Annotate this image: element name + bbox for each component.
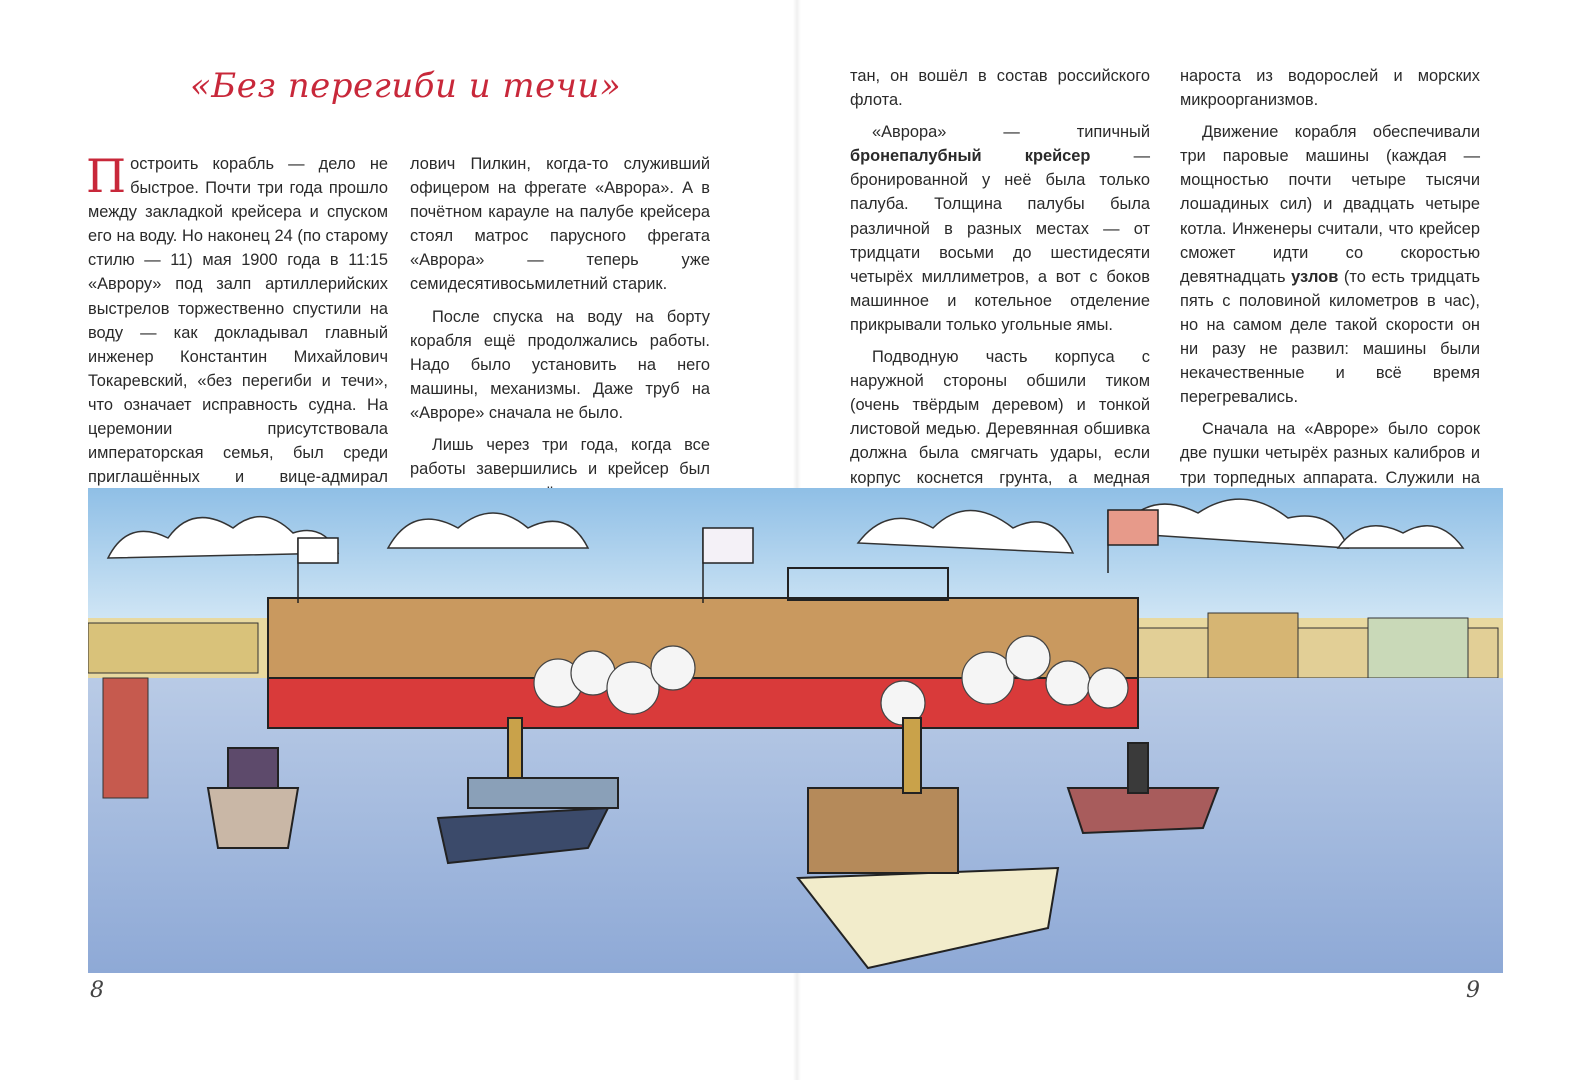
text-column-4 — [1180, 64, 1480, 522]
text-run: (то есть тридцать пять с половиной километров в час), но на самом деле такой скорости он ни разу не развил: машины были некачественные и всё время перегревались. — [1180, 267, 1480, 407]
page-number-right: 9 — [1466, 978, 1480, 1003]
paragraph — [1180, 120, 1480, 409]
paragraph: нароста из водорослей и морских микроорганизмов. — [1180, 67, 1480, 110]
text-column-3 — [850, 64, 1150, 546]
paragraph: Лишь через три года, когда все работы завершились и крейсер был — [410, 436, 710, 479]
paragraph: После спуска на воду на борту корабля ещё продолжались работы. Надо было установить на него машины, механизмы. Даже труб на «Авроре» сначала не было. — [410, 307, 710, 422]
text-column-2 — [410, 152, 710, 513]
page-title: «Без перегиби и течи» — [190, 66, 622, 106]
page-number-left: 8 — [90, 978, 104, 1003]
paragraph: Сначала на «Авроре» было сорок две пушки четырёх разных калибров и три торпедных аппарата. Служили на — [1180, 420, 1480, 487]
drop-cap: П — [86, 149, 127, 203]
term-bold: узлов — [1291, 267, 1339, 286]
text-run: «Аврора» — типичный — [872, 123, 1150, 142]
paragraph: лович Пилкин, когда-то служивший офицером на фрегате «Аврора». А в почётном карауле на палубе крейсера стоял матрос парусного фрегата «Аврора» — теперь уже семидесятивосьмилетний старик. — [410, 155, 710, 294]
term-bold: бронепалубный крейсер — [850, 147, 1091, 166]
text-run: Движение корабля обеспечивали три паровые машины (каждая — мощностью почти четыре тысячи лошадиных сил) и двадцать четыре котла. Инженеры считали, что крейсер сможет идти со скоростью девятнадцать — [1180, 123, 1480, 286]
text-run: — бронированной у неё была только палуба. Толщина палубы была различной в разных местах — от тридцати восьми до шестидесяти четырёх миллиметров, а вот с боков машинное и котельное отделение прикрывали только угольные ямы. — [850, 147, 1150, 334]
left-pillar — [103, 678, 148, 798]
text-column-1 — [86, 149, 388, 521]
paragraph — [850, 120, 1150, 337]
paragraph: остроить корабль — дело не быстрое. Почти три года прошло между закладкой крейсера и спуском его на воду. Но наконец 24 (по старому стилю — 11) мая 1900 года в 11:15 «Аврору» под залп артиллерийских выстрелов торжественно спустили на воду — как докладывал главный инженер Константин Михайлович Токаревский, «без перегиби и течи», что означает исправность судна. На церемонии присутствовала императорская семья, был среди приглашённых и вице-адмирал — [88, 155, 388, 487]
paragraph: Подводную часть корпуса с наружной стороны обшили тиком (очень твёрдым деревом) и тонкой листовой медью. Деревянная обшивка должна была смягчать удары, если корпус коснется грунта, а медная — [850, 348, 1150, 487]
paragraph: тан, он вошёл в состав российского флота. — [850, 67, 1150, 110]
cruiser-illustration — [88, 488, 1503, 973]
